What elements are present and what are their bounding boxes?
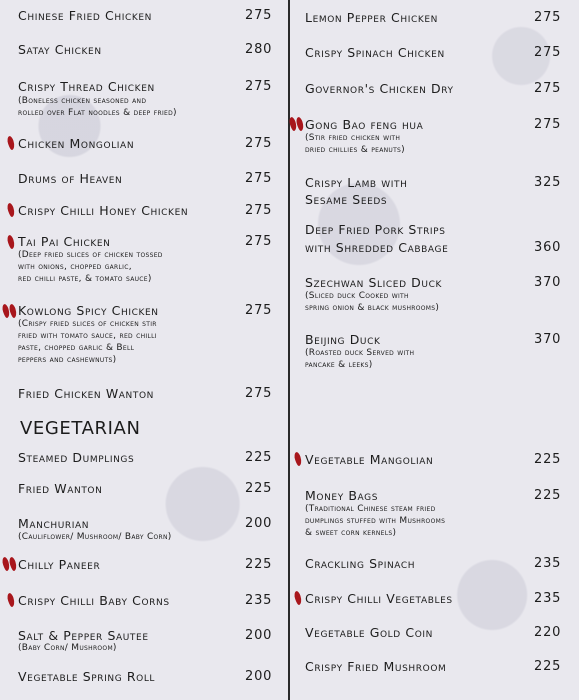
item-price: 370: [534, 275, 562, 290]
item-name: Lemon Pepper Chicken: [305, 10, 438, 25]
chilli-icon: [6, 202, 16, 217]
item-price: 220: [534, 625, 562, 640]
item-name: Kowlong Spicy Chicken: [18, 303, 159, 318]
item-price: 370: [534, 332, 562, 347]
item-name: Crispy Chilli Vegetables: [305, 591, 453, 606]
item-price: 360: [534, 240, 562, 255]
item-description: dumplings stuffed with Mushrooms: [305, 516, 446, 526]
item-name: Crispy Spinach Chicken: [305, 45, 445, 60]
item-name: Vegetable Mangolian: [305, 452, 434, 467]
item-name-line2: with Shredded Cabbage: [305, 240, 449, 255]
item-description: (Cauliflower/ Mushroom/ Baby Corn): [18, 532, 172, 542]
column-divider: [288, 0, 290, 700]
item-description: (Deep fried slices of chicken tossed: [18, 250, 163, 260]
item-description: (Baby Corn/ Mushroom): [18, 643, 117, 653]
item-name: Crackling Spinach: [305, 556, 416, 571]
item-description: red chilli paste, & tomato sauce): [18, 274, 152, 284]
item-price: 280: [245, 42, 273, 57]
item-price: 235: [245, 593, 273, 608]
item-name: Crispy Fried Mushroom: [305, 659, 447, 674]
chilli-icon: [6, 592, 16, 607]
item-name: Drums of Heaven: [18, 171, 123, 186]
item-name: Crispy Thread Chicken: [18, 79, 155, 94]
item-name: Chicken Mongolian: [18, 136, 135, 151]
item-description: with onions, chopped garlic,: [18, 262, 132, 272]
item-name: Crispy Chilli Honey Chicken: [18, 203, 189, 218]
item-description: spring onion & black mushrooms): [305, 303, 440, 313]
item-name: Crispy Chilli Baby Corns: [18, 593, 170, 608]
item-name: Szechwan Sliced Duck: [305, 275, 442, 290]
item-name: Deep Fried Pork Strips: [305, 222, 446, 237]
item-name: Crispy Lamb with: [305, 175, 408, 190]
item-description: (Boneless chicken seasoned and: [18, 96, 147, 106]
item-price: 225: [245, 450, 273, 465]
item-description: fried with tomato sauce, red chilli: [18, 331, 157, 341]
item-price: 275: [245, 203, 273, 218]
item-description: rolled over Flat noodles & deep fried): [18, 108, 177, 118]
chilli-icon: [293, 590, 303, 605]
item-name: Money Bags: [305, 488, 379, 503]
item-price: 235: [534, 556, 562, 571]
item-price: 275: [534, 81, 562, 96]
chilli-icon: [293, 451, 303, 466]
item-name: Fried Wanton: [18, 481, 103, 496]
item-description: & sweet corn kernels): [305, 528, 397, 538]
item-price: 225: [534, 659, 562, 674]
chilli-icon: [6, 135, 16, 150]
item-price: 275: [245, 171, 273, 186]
item-price: 275: [245, 386, 273, 401]
item-name: Chilly Paneer: [18, 557, 101, 572]
item-description: (Traditional Chinese steam fried: [305, 504, 436, 514]
item-price: 200: [245, 628, 273, 643]
item-name: Beijing Duck: [305, 332, 381, 347]
item-name: Gong Bao feng hua: [305, 117, 424, 132]
item-price: 275: [245, 234, 273, 249]
item-price: 275: [534, 117, 562, 132]
item-description: dried chillies & peanuts): [305, 145, 405, 155]
item-name: Fried Chicken Wanton: [18, 386, 154, 401]
item-description: (Sliced duck Cooked with: [305, 291, 409, 301]
item-description: (Crispy fried slices of chicken stir: [18, 319, 157, 329]
item-price: 225: [534, 452, 562, 467]
item-price: 275: [534, 10, 562, 25]
item-price: 325: [534, 175, 562, 190]
item-price: 225: [245, 557, 273, 572]
item-name: Tai Pai Chicken: [18, 234, 111, 249]
item-description: paste, chopped garlic & Bell: [18, 343, 135, 353]
item-description: (Stir fried chicken with: [305, 133, 401, 143]
chilli-icon: [8, 303, 18, 318]
item-name: Vegetable Gold Coin: [305, 625, 433, 640]
item-price: 200: [245, 516, 273, 531]
item-price: 225: [534, 488, 562, 503]
item-name: Chinese Fried Chicken: [18, 8, 152, 23]
item-price: 275: [245, 79, 273, 94]
item-name: Governor's Chicken Dry: [305, 81, 454, 96]
item-name-line2: Sesame Seeds: [305, 192, 388, 207]
item-name: Salt & Pepper Sautee: [18, 628, 149, 643]
item-price: 275: [245, 136, 273, 151]
chilli-icon: [295, 116, 305, 131]
item-description: (Roasted duck Served with: [305, 348, 415, 358]
item-price: 275: [534, 45, 562, 60]
item-price: 225: [245, 481, 273, 496]
item-description: pancake & leeks): [305, 360, 373, 370]
chilli-icon: [8, 556, 18, 571]
item-price: 235: [534, 591, 562, 606]
item-price: 275: [245, 303, 273, 318]
chilli-icon: [6, 234, 16, 249]
item-name: Steamed Dumplings: [18, 450, 135, 465]
item-price: 200: [245, 669, 273, 684]
item-name: Manchurian: [18, 516, 90, 531]
item-name: Vegetable Spring Roll: [18, 669, 156, 684]
item-description: peppers and cashewnuts): [18, 355, 117, 365]
item-name: Satay Chicken: [18, 42, 102, 57]
item-price: 275: [245, 8, 273, 23]
section-title-vegetarian: VEGETARIAN: [20, 418, 141, 439]
